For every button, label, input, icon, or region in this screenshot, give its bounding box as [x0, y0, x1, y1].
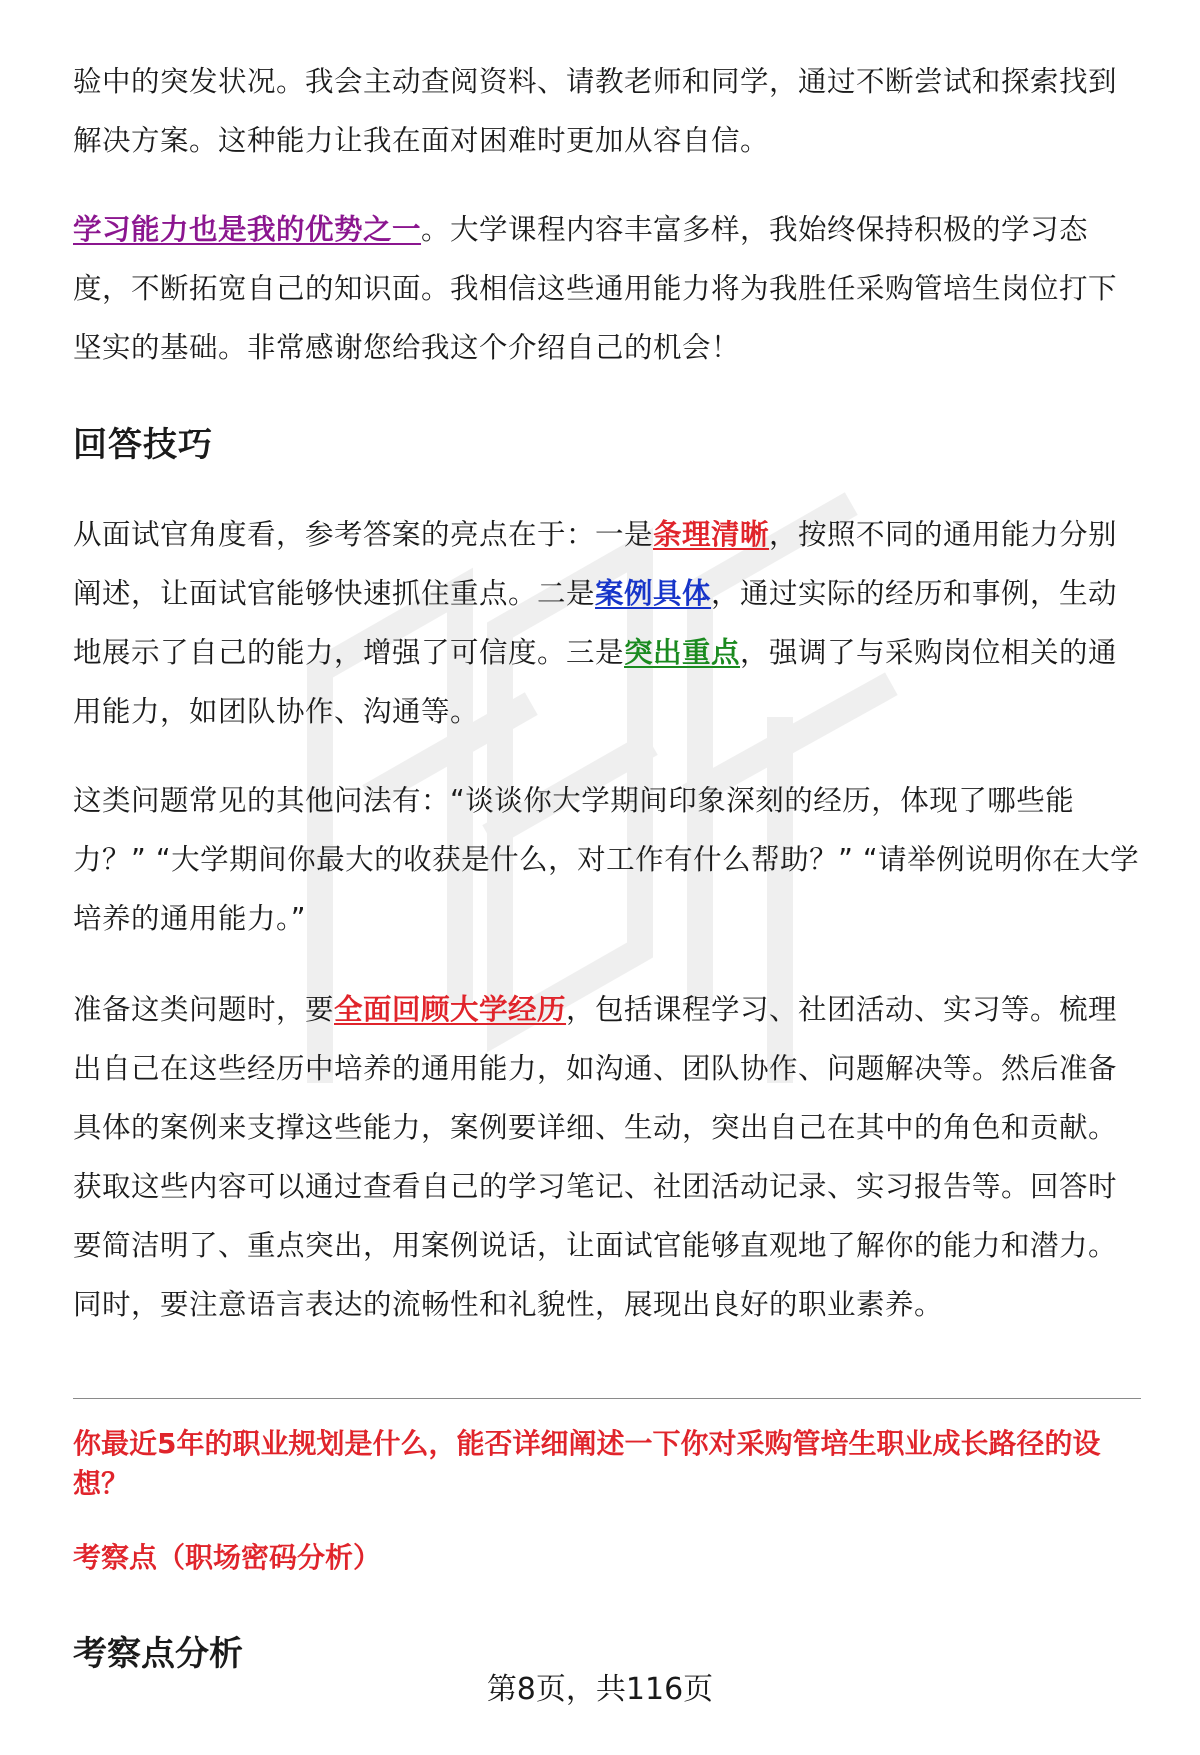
tips-text-4: ，强调了与采购岗位相关的通用能力，如团队协作、沟通等。	[73, 636, 1118, 728]
highlight-key-points: 突出重点	[624, 636, 741, 669]
prep-text-2: ，包括课程学习、社团活动、实习等。梳理出自己在这些经历中培养的通用能力，如沟通、团队协作、问题解决等。然后准备具体的案例来支撑这些能力，案例要详细、生动，突出自己在其中的角色和贡献。获取这些内容可以通过查看自己的学习笔记、社团活动记录、实习报告等。回答时要简洁明了、重点突出，用案例说话，让面试官能够直观地了解你的能力和潜力。同时，要注意语言表达的流畅性和礼貌性，展现出良好的职业素养。	[73, 993, 1118, 1321]
assessment-point-label: 考察点（职场密码分析）	[73, 1541, 382, 1574]
paragraph-learning-ability-text: 。大学课程内容丰富多样，我始终保持积极的学习态度，不断拓宽自己的知识面。我相信这些通用能力将为我胜任采购管培生岗位打下坚实的基础。非常感谢您给我这个介绍自己的机会！	[73, 213, 1118, 364]
highlight-clear-structure: 条理清晰	[653, 518, 770, 551]
prep-text-1: 准备这类问题时，要	[73, 993, 335, 1026]
document-body	[73, 52, 1141, 1334]
tips-text-3: ，通过实际的经历和事例，生动地展示了自己的能力，增强了可信度。三是	[73, 577, 1118, 669]
next-question-title: 你最近5年的职业规划是什么，能否详细阐述一下你对采购管培生职业成长路径的设想？	[73, 1427, 1101, 1500]
section-heading-answer-tips: 回答技巧	[73, 425, 213, 465]
paragraph-intro-continuation: 验中的突发状况。我会主动查阅资料、请教老师和同学，通过不断尝试和探索找到解决方案。这种能力让我在面对困难时更加从容自信。	[73, 65, 1118, 157]
assessment-analysis-heading: 考察点分析	[73, 1634, 243, 1674]
tips-text-2: ，按照不同的通用能力分别阐述，让面试官能够快速抓住重点。二是	[73, 518, 1118, 610]
paragraph-alternative-questions: 这类问题常见的其他问法有：“谈谈你大学期间印象深刻的经历，体现了哪些能力？” “大学期间你最大的收获是什么，对工作有什么帮助？” “请举例说明你在大学培养的通用能力。”	[73, 784, 1140, 935]
section-divider	[73, 1398, 1141, 1399]
highlight-learning-ability: 学习能力也是我的优势之一	[73, 213, 422, 246]
paragraph-tips-highlights	[73, 505, 1141, 741]
page-number-footer: 第8页，共116页	[486, 1672, 714, 1707]
paragraph-learning-ability	[73, 200, 1141, 377]
tips-text-1: 从面试官角度看，参考答案的亮点在于：一是	[73, 518, 654, 551]
paragraph-preparation	[73, 980, 1141, 1334]
highlight-review-college: 全面回顾大学经历	[334, 993, 567, 1026]
highlight-concrete-cases: 案例具体	[595, 577, 712, 610]
